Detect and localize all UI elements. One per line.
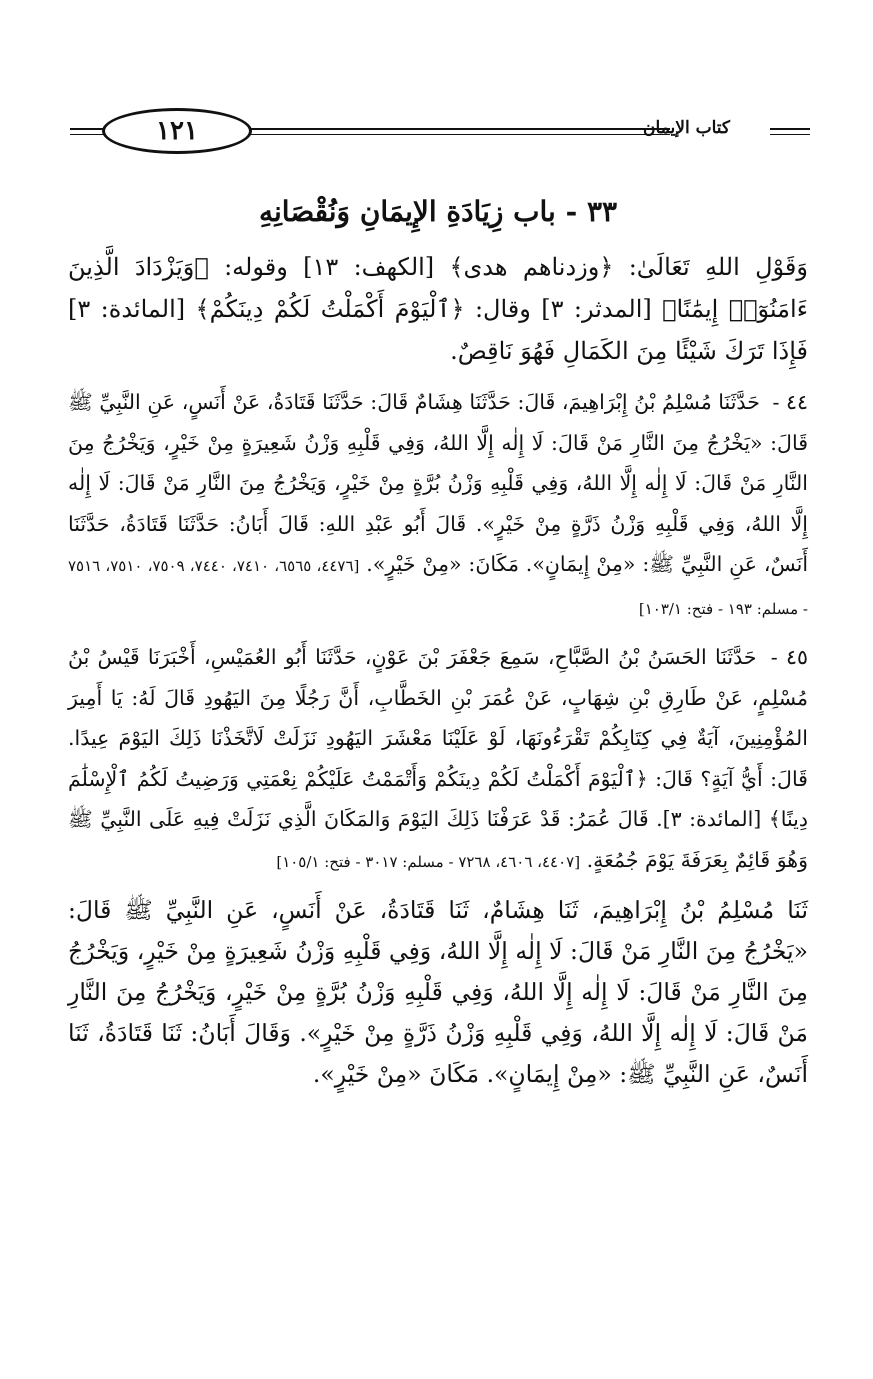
chapter-intro: وَقَوْلِ اللهِ تَعَالَىٰ: ﴿وزدناهم هدى﴾ [الكهف: ١٣] وقوله: ﴿وَيَزْدَادَ الَّذِينَ ءَامَنُوٓا۟ إِيمَٰنًا﴾ [المدثر: ٣] وقال: ﴿ٱلْيَوْمَ أَكْمَلْتُ لَكُمْ دِينَكُمْ﴾ [المائدة: ٣] فَإِذَا تَرَكَ شَيْئًا مِنَ الكَمَالِ فَهُوَ نَاقِصٌ. (68, 253, 808, 365)
header-rule-right-2 (770, 134, 810, 135)
hadith-45 (68, 637, 808, 882)
header-rule-left (70, 128, 106, 130)
header-rule-middle-2 (250, 134, 670, 135)
chapter-title: ٣٣ - باب زِيَادَةِ الإِيمَانِ وَنُقْصَانِهِ (258, 195, 618, 228)
hadith-reference: [٤٤٠٧، ٤٦٠٦، ٧٢٦٨ - مسلم: ٣٠١٧ - فتح: ١٠٥/١] (276, 852, 581, 871)
hadith-number: ٤٤ - (772, 390, 808, 414)
page-number-badge (102, 108, 252, 154)
page-content (68, 190, 808, 1095)
book-title: كتاب الإيمان (643, 118, 730, 138)
header-rule-left-2 (70, 134, 106, 135)
header-rule-middle (250, 128, 670, 130)
header-rule-right (770, 128, 810, 130)
page-header (70, 106, 810, 162)
hadith-number: ٤٥ - (770, 645, 808, 669)
narration-paragraph: ثَنَا مُسْلِمُ بْنُ إِبْرَاهِيمَ، ثَنَا هِشَامٌ، ثَنَا قَتَادَةُ، عَنْ أَنَسٍ، عَنِ النَّبِيِّ ﷺ قَالَ: «يَخْرُجُ مِنَ النَّارِ مَنْ قَالَ: لَا إِلٰه إِلَّا اللهُ، وَفِي قَلْبِهِ وَزْنُ شَعِيرَةٍ مِنْ خَيْرٍ، وَيَخْرُجُ مِنَ النَّارِ مَنْ قَالَ: لَا إِلٰه إِلَّا اللهُ، وَفِي قَلْبِهِ وَزْنُ بُرَّةٍ مِنْ خَيْرٍ، وَيَخْرُجُ مِنَ النَّارِ مَنْ قَالَ: لَا إِلٰه إِلَّا اللهُ، وَفِي قَلْبِهِ وَزْنُ ذَرَّةٍ مِنْ خَيْرٍ». وَقَالَ أَبَانُ: ثَنَا قَتَادَةُ، ثَنَا أَنَسٌ، عَنِ النَّبِيِّ ﷺ: «مِنْ إِيمَانٍ». مَكَانَ «مِنْ خَيْرٍ». (68, 896, 808, 1088)
hadith-reference: [٤٤٧٦، ٦٥٦٥، ٧٤١٠، ٧٤٤٠، ٧٥٠٩، ٧٥١٠، ٧٥١٦ - مسلم: ١٩٣ - فتح: ١٠٣/١] (68, 557, 808, 618)
hadith-text: حَدَّثَنَا الحَسَنُ بْنُ الصَّبَّاحِ، سَمِعَ جَعْفَرَ بْنَ عَوْنٍ، حَدَّثَنَا أَبُو العُمَيْسِ، أَخْبَرَنَا قَيْسُ بْنُ مُسْلِمٍ، عَنْ طَارِقِ بْنِ شِهَابٍ، عَنْ عُمَرَ بْنِ الخَطَّابِ، أَنَّ رَجُلًا مِنَ اليَهُودِ قَالَ لَهُ: يَا أَمِيرَ المُؤْمِنِينَ، آيَةٌ فِي كِتَابِكُمْ تَقْرَءُونَهَا، لَوْ عَلَيْنَا مَعْشَرَ اليَهُودِ نَزَلَتْ لَاتَّخَذْنَا ذَلِكَ اليَوْمَ عِيدًا. قَالَ: أَيُّ آيَةٍ؟ قَالَ: ﴿ٱلْيَوْمَ أَكْمَلْتُ لَكُمْ دِينَكُمْ وَأَتْمَمْتُ عَلَيْكُمْ نِعْمَتِي وَرَضِيتُ لَكُمُ ٱلْإِسْلَٰمَ دِينًا﴾ [المائدة: ٣]. قَالَ عُمَرُ: قَدْ عَرَفْنَا ذَلِكَ اليَوْمَ وَالمَكَانَ الَّذِي نَزَلَتْ فِيهِ عَلَى النَّبِيِّ ﷺ وَهُوَ قَائِمٌ بِعَرَفَةَ يَوْمَ جُمُعَةٍ. (68, 645, 808, 872)
hadith-text: حَدَّثَنَا مُسْلِمُ بْنُ إِبْرَاهِيمَ، قَالَ: حَدَّثَنَا هِشَامٌ قَالَ: حَدَّثَنَا قَتَادَةُ، عَنْ أَنَسٍ، عَنِ النَّبِيِّ ﷺ قَالَ: «يَخْرُجُ مِنَ النَّارِ مَنْ قَالَ: لَا إِلٰه إِلَّا اللهُ، وَفِي قَلْبِهِ وَزْنُ شَعِيرَةٍ مِنْ خَيْرٍ، وَيَخْرُجُ مِنَ النَّارِ مَنْ قَالَ: لَا إِلٰه إِلَّا اللهُ، وَفِي قَلْبِهِ وَزْنُ بُرَّةٍ مِنْ خَيْرٍ، وَيَخْرُجُ مِنَ النَّارِ مَنْ قَالَ: لَا إِلٰه إِلَّا اللهُ، وَفِي قَلْبِهِ وَزْنُ ذَرَّةٍ مِنْ خَيْرٍ». قَالَ أَبُو عَبْدِ اللهِ: قَالَ أَبَانُ: حَدَّثَنَا قَتَادَةُ، حَدَّثَنَا أَنَسٌ، عَنِ النَّبِيِّ ﷺ: «مِنْ إِيمَانٍ». مَكَانَ: «مِنْ خَيْرٍ». (68, 390, 809, 576)
hadith-44 (68, 382, 808, 629)
page-number: ١٢١ (156, 116, 198, 146)
